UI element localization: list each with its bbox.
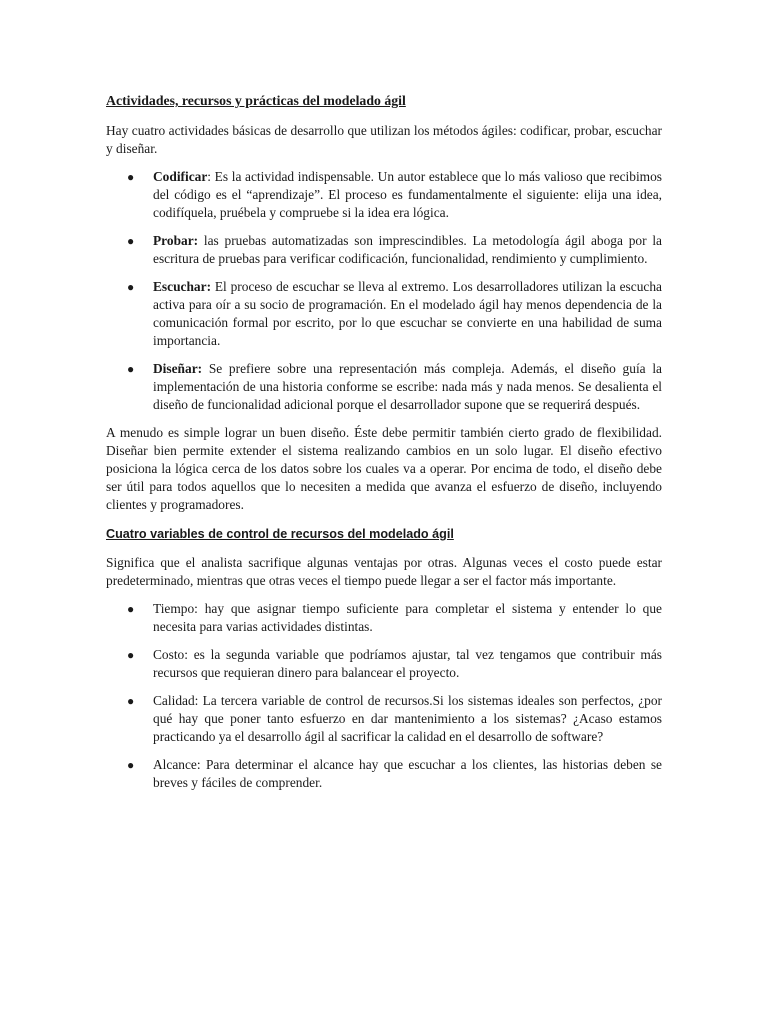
list-item-tiempo [106,600,662,636]
document-page [106,92,662,802]
text-disenar: Se prefiere sobre una representación más compleja. Además, el diseño guía la implementación de una historia conforme se escribe: nada más y nada menos. Se desalienta el diseño de funcionalidad adicional porque el desarrollador supone que se requerirá después. [153,361,662,412]
text-alcance: Alcance: Para determinar el alcance hay que escuchar a los clientes, las historias deben se breves y fáciles de comprender. [153,757,662,790]
bullet-icon: ● [127,280,135,294]
design-paragraph: A menudo es simple lograr un buen diseño. Éste debe permitir también cierto grado de flexibilidad. Diseñar bien permite extender el sistema realizando cambios en un solo lugar. El diseño efectivo posiciona la lógica cerca de los datos sobre los cuales va a operar. Por encima de todo, el diseño debe ser útil para todos aquellos que lo necesiten a medida que avanza el esfuerzo de diseño, incluyendo clientes y programadores. [106,425,662,512]
bullet-icon: ● [127,648,135,662]
section-heading-activities: Actividades, recursos y prácticas del modelado ágil [106,93,406,108]
text-calidad: Calidad: La tercera variable de control de recursos.Si los sistemas ideales son perfectos, ¿por qué hay que poner tanto esfuerzo en dar mantenimiento a los sistemas? ¿Acaso estamos practicando ya el desarrollo ágil al sacrificar la calidad en el desarrollo de software? [153,693,662,744]
list-item-costo [106,646,662,682]
bullet-icon: ● [127,234,135,248]
variables-intro-paragraph: Significa que el analista sacrifique algunas ventajas por otras. Algunas veces el costo puede estar predeterminado, mientras que otras veces el tiempo puede llegar a ser el factor más importante. [106,555,662,588]
list-item-calidad [106,692,662,746]
text-tiempo: Tiempo: hay que asignar tiempo suficiente para completar el sistema y entender lo que necesita para varias actividades distintas. [153,601,662,634]
text-costo: Costo: es la segunda variable que podríamos ajustar, tal vez tengamos que contribuir más recursos que requieran dinero para balancear el proyecto. [153,647,662,680]
bullet-icon: ● [127,694,135,708]
text-escuchar: El proceso de escuchar se lleva al extremo. Los desarrolladores utilizan la escucha activa para oír a su socio de programación. En el modelado ágil hay menos dependencia de la comunicación formal por escrito, por lo que escuchar se convierte en una habilidad de suma importancia. [153,279,662,348]
list-item-alcance [106,756,662,792]
text-probar: las pruebas automatizadas son imprescindibles. La metodología ágil aboga por la escritura de pruebas para verificar codificación, funcionalidad, rendimiento y cumplimiento. [153,233,662,266]
term-codificar: Codificar [153,169,208,184]
bullet-icon: ● [127,602,135,616]
term-probar: Probar: [153,233,199,248]
term-escuchar: Escuchar: [153,279,212,294]
bullet-icon: ● [127,170,135,184]
bullet-icon: ● [127,362,135,376]
list-item-escuchar [106,278,662,350]
list-item-codificar [106,168,662,222]
section-heading-variables: Cuatro variables de control de recursos del modelado ágil [106,527,454,541]
list-item-disenar [106,360,662,414]
intro-paragraph: Hay cuatro actividades básicas de desarrollo que utilizan los métodos ágiles: codificar, probar, escuchar y diseñar. [106,123,662,156]
text-codificar: : Es la actividad indispensable. Un autor establece que lo más valioso que recibimos del código es el “aprendizaje”. El proceso es fundamentalmente el siguiente: elija una idea, codifíquela, pruébela y compruebe si la idea era lógica. [153,169,662,220]
variables-list [106,600,662,792]
list-item-probar [106,232,662,268]
term-disenar: Diseñar: [153,361,203,376]
bullet-icon: ● [127,758,135,772]
activities-list [106,168,662,414]
